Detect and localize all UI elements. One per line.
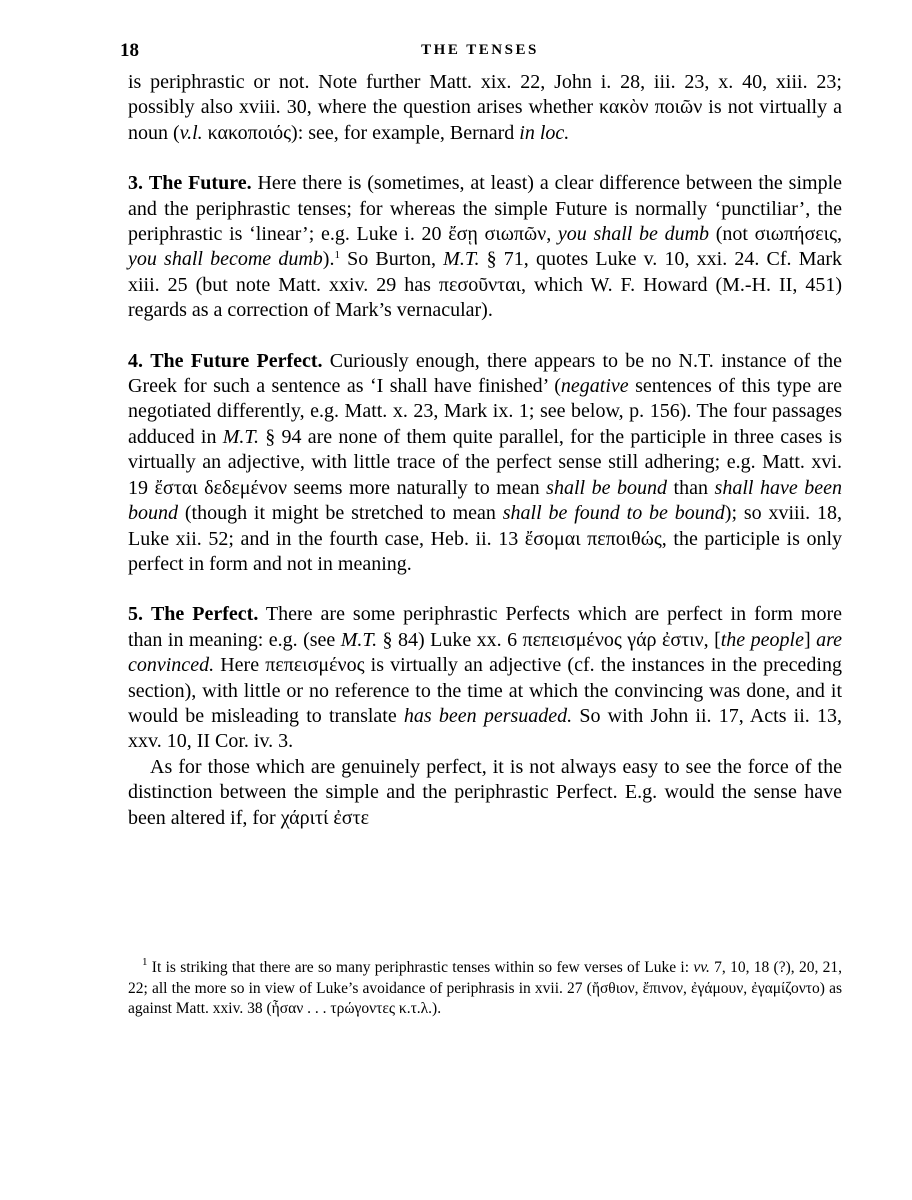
footnote-text: [128, 958, 842, 1020]
italic-run: the people: [720, 628, 804, 651]
continuation-paragraph: [128, 70, 842, 146]
text-run: ); so xviii. 18, Luke xii. 52; and in the fourth case, Heb. ii. 13 ἔσομαι πεποιθώς, the participle is only perfect in form and not in meaning.: [128, 502, 843, 575]
page-header: [120, 40, 840, 66]
closing-paragraph: As for those which are genuinely perfect, it is not always easy to see the force of the distinction between the simple and the periphrastic Perfect. E.g. would the sense have been altered if, for χάριτί ἐστε: [128, 755, 842, 829]
section-title: The Perfect.: [150, 603, 259, 626]
text-run: Here there is (sometimes, at least) a clear difference between the simple and the periphrastic tenses; for whereas the simple Future is normally ‘punctiliar’, the periphrastic is ‘linear’; e.g. Luke i. 20 ἔσῃ σιωπῶν,: [128, 172, 843, 246]
text-run: § 84) Luke xx. 6 πεπεισμένος γάρ ἐστιν, [: [377, 628, 721, 651]
italic-run: in loc.: [519, 121, 570, 144]
italic-run: has been persuaded.: [403, 704, 573, 727]
running-head: THE TENSES: [421, 42, 539, 58]
italic-run: you shall become dumb: [128, 248, 323, 271]
footnote-marker[interactable]: 1: [334, 249, 340, 262]
text-run: Curiously enough, there appears to be no N.T. instance of the Greek for such a sentence as ‘I shall have finished’ (: [128, 349, 842, 398]
text-run: is periphrastic or not. Note further Matt. xix. 22, John i. 28, iii. 23, x. 40, xiii. 23; possibly also xviii. 30, where the question arises whether κακὸν ποιῶν is not virtually a noun (: [128, 71, 842, 144]
text-run: than: [667, 476, 715, 499]
text-run: (not σιωπήσεις,: [709, 223, 842, 246]
italic-run: M.T.: [443, 248, 480, 271]
text-run: ).: [322, 248, 335, 271]
footnote: [128, 958, 842, 1020]
italic-run: M.T.: [222, 425, 260, 448]
text-run: It is striking that there are so many periphrastic tenses within so few verses of Luke i:: [147, 959, 694, 976]
section-title: The Future.: [148, 172, 252, 195]
section-title: The Future Perfect.: [150, 349, 323, 372]
italic-run: v.l.: [179, 121, 203, 144]
text-run: sentences of this type are negotiated differently, e.g. Matt. x. 23, Mark ix. 1; see below, p. 156). The four passages adduced in: [128, 375, 842, 448]
text-run: There are some periphrastic Perfects which are perfect in form more than in meaning: e.g. (see: [128, 603, 843, 651]
italic-run: shall have been bound: [128, 476, 843, 525]
text-run: Here πεπεισμένος is virtually an adjective (cf. the instances in the preceding section), with little or no reference to the time at which the convincing was done, and it would be misleading to translate: [128, 654, 842, 727]
footnote-marker: 1: [142, 956, 148, 968]
italic-run: shall be found to be bound: [502, 502, 725, 525]
italic-run: M.T.: [340, 628, 378, 651]
body-text: [128, 70, 842, 831]
text-run: 7, 10, 18 (?), 20, 21, 22; all the more so in view of Luke’s avoidance of periphrasis in xvii. 27 (ἤσθιον, ἔπινον, ἐγάμουν, ἐγαμίζοντο) as against Matt. xxiv. 38 (ἦσαν . . . τρώγοντες κ.τ.λ.).: [128, 959, 842, 1017]
text-run: κακοποιός): see, for example, Bernard: [202, 121, 520, 144]
section-future: [128, 171, 842, 323]
text-run: So with John ii. 17, Acts ii. 13, xxv. 10, II Cor. iv. 3.: [128, 704, 842, 753]
text-run: So Burton,: [339, 248, 444, 271]
text-run: § 94 are none of them quite parallel, for the participle in three cases is virtually an adjective, with little trace of the perfect sense still adhering; e.g. Matt. xvi. 19 ἔσται δεδεμένον seems more naturally to mean: [128, 425, 843, 499]
italic-run: are convinced.: [128, 628, 842, 677]
text-run: (though it might be stretched to mean: [178, 502, 503, 525]
italic-run: you shall be dumb: [557, 223, 710, 246]
section-future-perfect: [128, 349, 842, 578]
italic-run: negative: [560, 375, 629, 398]
page-number: 18: [120, 40, 139, 61]
section-perfect: [128, 602, 842, 754]
section-number: 5.: [128, 603, 143, 626]
text-run: ]: [803, 628, 817, 651]
italic-run: vv.: [693, 959, 710, 976]
section-number: 4.: [128, 349, 143, 372]
section-number: 3.: [128, 172, 143, 195]
text-run: § 71, quotes Luke v. 10, xxi. 24. Cf. Mark xiii. 25 (but note Matt. xxiv. 29 has πεσοῦνται, which W. F. Howard (M.-H. II, 451) regards as a correction of Mark’s vernacular).: [128, 248, 843, 322]
italic-run: shall be bound: [546, 476, 668, 499]
